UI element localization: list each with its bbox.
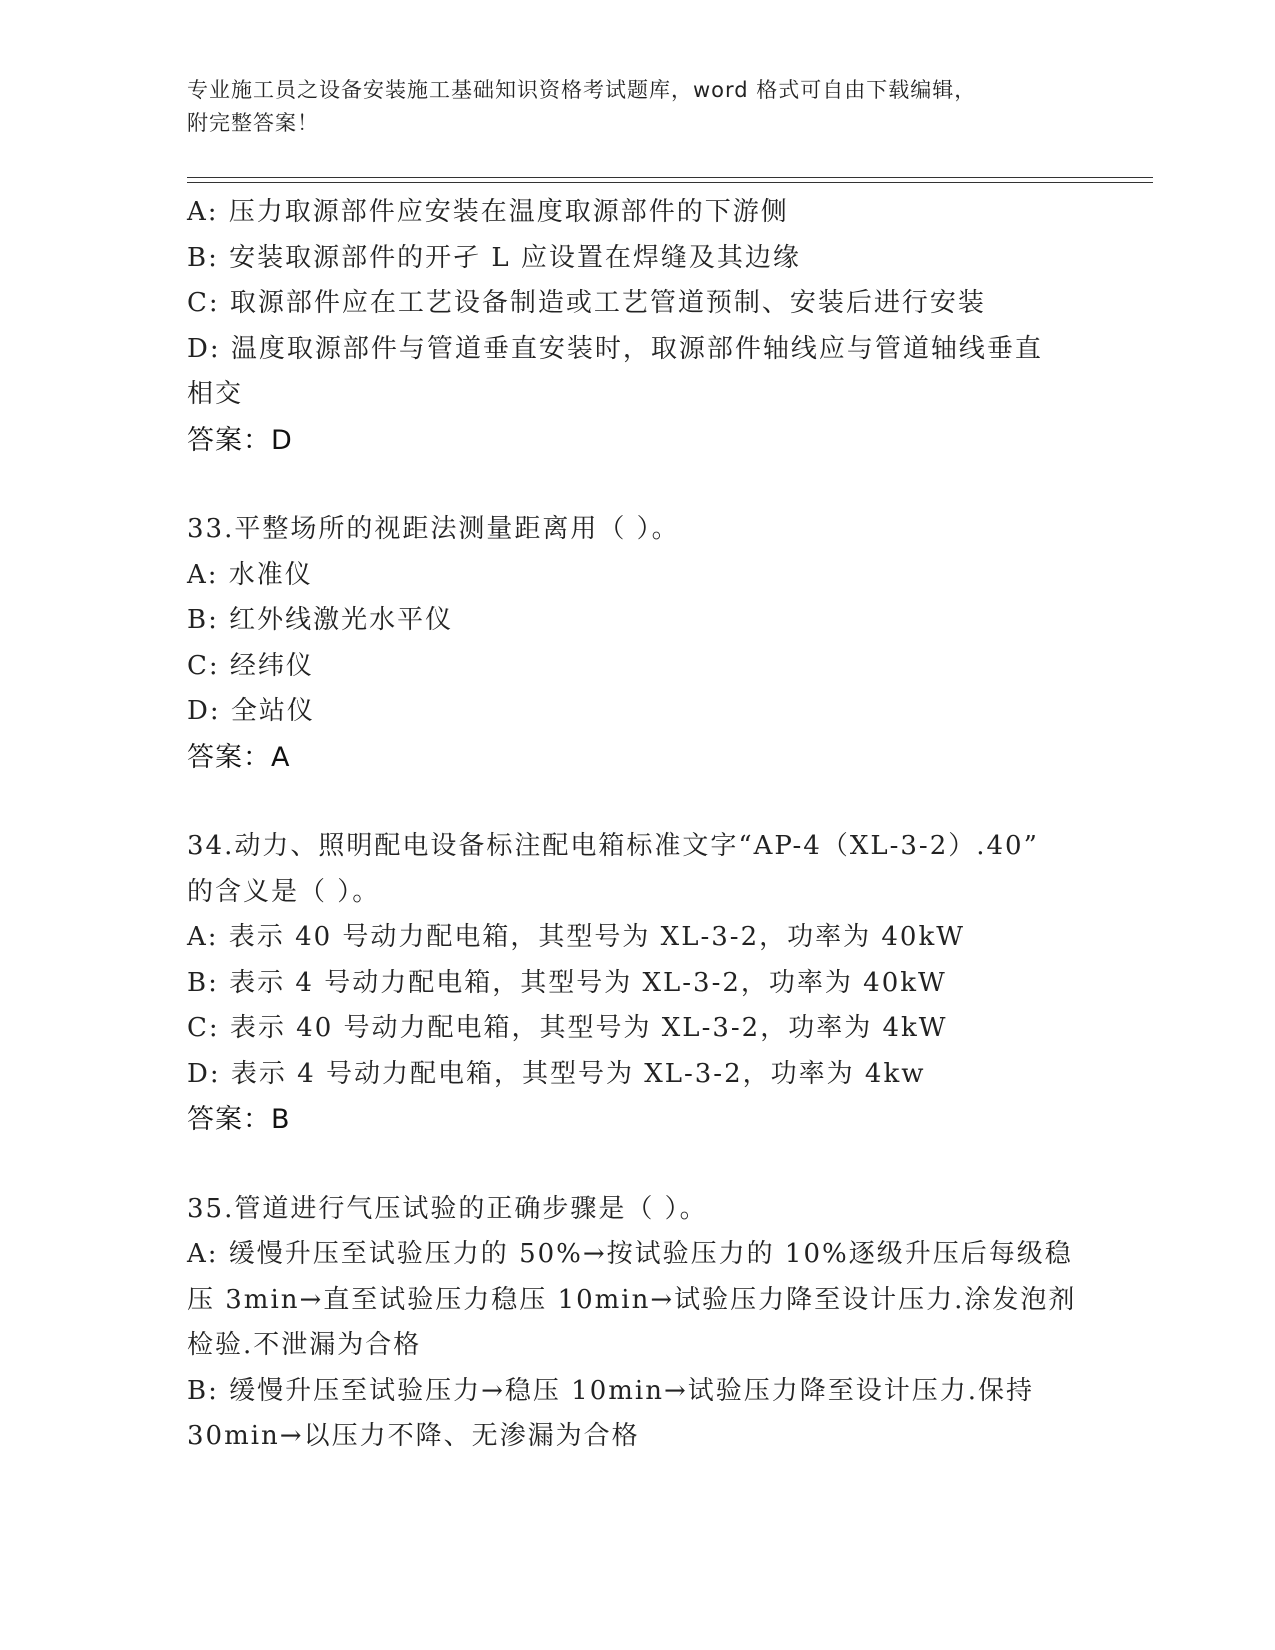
- option-d-continued: 相交: [187, 379, 244, 409]
- option-d: D: 温度取源部件与管道垂直安装时，取源部件轴线应与管道轴线垂直: [187, 333, 1043, 364]
- question-text: 35.管道进行气压试验的正确步骤是（ ）。: [187, 1193, 708, 1224]
- option-a-continued: 压 3min→直至试验压力稳压 10min→试验压力降至设计压力.涂发泡剂: [187, 1284, 1077, 1315]
- option-a-continued: 检验.不泄漏为合格: [187, 1330, 422, 1360]
- option-b: B: 安装取源部件的开孑 L 应设置在焊缝及其边缘: [187, 242, 801, 273]
- option-b: B: 缓慢升压至试验压力→稳压 10min→试验压力降至设计压力.保持: [187, 1375, 1035, 1406]
- header-divider-bottom: [187, 182, 1153, 183]
- option-d: D: 全站仪: [187, 696, 315, 726]
- option-c: C: 取源部件应在工艺设备制造或工艺管道预制、安装后进行安装: [187, 288, 986, 318]
- option-a: A: 缓慢升压至试验压力的 50%→按试验压力的 10%逐级升压后每级稳: [187, 1239, 1073, 1269]
- question-text: 34.动力、照明配电设备标注配电箱标准文字“AP-4（XL-3-2）.40”: [187, 831, 1039, 861]
- answer: 答案：D: [187, 424, 293, 456]
- document-header: [187, 74, 1067, 140]
- answer: 答案：B: [187, 1104, 291, 1135]
- question-text: 33.平整场所的视距法测量距离用（ ）。: [187, 514, 680, 544]
- answer: 答案：A: [187, 741, 291, 773]
- question-text-continued: 的含义是（ ）。: [187, 876, 381, 907]
- spacer: [187, 463, 1087, 507]
- option-b-continued: 30min→以压力不降、无渗漏为合格: [187, 1421, 640, 1451]
- option-c: C: 表示 40 号动力配电箱，其型号为 XL-3-2，功率为 4kW: [187, 1013, 948, 1043]
- question-33: [187, 507, 1087, 780]
- option-d: D: 表示 4 号动力配电箱，其型号为 XL-3-2，功率为 4kw: [187, 1058, 926, 1089]
- header-line-1: 专业施工员之设备安装施工基础知识资格考试题库，word 格式可自由下载编辑，: [187, 78, 977, 102]
- option-a: A: 表示 40 号动力配电箱，其型号为 XL-3-2，功率为 40kW: [187, 922, 965, 952]
- option-a: A: 压力取源部件应安装在温度取源部件的下游侧: [187, 197, 789, 227]
- option-b: B: 红外线激光水平仪: [187, 605, 454, 635]
- question-32: [187, 190, 1087, 463]
- option-a: A: 水准仪: [187, 559, 313, 590]
- question-list: [187, 190, 1087, 1460]
- question-35: [187, 1187, 1087, 1460]
- question-34: [187, 824, 1087, 1143]
- option-b: B: 表示 4 号动力配电箱，其型号为 XL-3-2，功率为 40kW: [187, 967, 947, 998]
- header-divider-top: [187, 177, 1153, 178]
- header-line-2: 附完整答案！: [187, 111, 319, 135]
- option-c: C: 经纬仪: [187, 650, 314, 681]
- spacer: [187, 780, 1087, 824]
- spacer: [187, 1143, 1087, 1187]
